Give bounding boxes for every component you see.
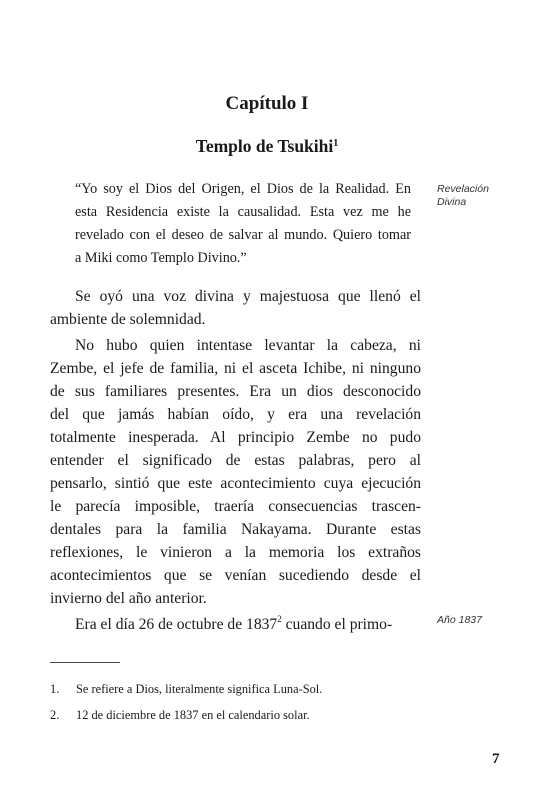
section-title [0, 133, 534, 157]
quote-line: revelado con el deseo de salvar al mundo. Quiero tomar [75, 227, 411, 243]
paragraph-1-line: Se oyó una voz divina y majestuosa que llenó el [75, 288, 421, 305]
footnote-ref-2: 2 [277, 614, 282, 624]
margin-note-year: Año 1837 [437, 614, 482, 626]
paragraph-2-line: invierno del año anterior. [50, 590, 207, 607]
page-number: 7 [492, 751, 500, 767]
quote-line: esta Residencia existe la causalidad. Esta vez me he [75, 204, 411, 220]
paragraph-3-line [75, 609, 421, 635]
paragraph-3-text: cuando el primo- [281, 616, 393, 633]
paragraph-2-line: reflexiones, le vinieron a la memoria los extraños [50, 544, 421, 561]
margin-note-line: Revelación [437, 183, 489, 195]
paragraph-2-line: Zembe, el jefe de familia, ni el asceta Ichibe, ni ninguno [50, 360, 421, 377]
footnote-text: 12 de diciembre de 1837 en el calendario solar. [76, 708, 310, 722]
footnote-2 [50, 707, 310, 723]
quote-line: “Yo soy el Dios del Origen, el Dios de la Realidad. En [75, 181, 411, 197]
paragraph-2-line: totalmente inesperada. Al principio Zembe no pudo [50, 429, 421, 446]
footnote-text: Se refiere a Dios, literalmente significa Luna-Sol. [76, 682, 323, 696]
margin-note-revelation [437, 183, 489, 209]
footnote-divider [50, 662, 120, 663]
paragraph-2-line: dentales para la familia Nakayama. Durante estas [50, 521, 421, 538]
paragraph-2-line: entender el significado de estas palabras, pero al [50, 452, 421, 469]
paragraph-1-line: ambiente de solemnidad. [50, 311, 206, 328]
paragraph-2-line: le parecía imposible, traería consecuencias trascen- [50, 498, 421, 515]
paragraph-2-line: No hubo quien intentase levantar la cabeza, ni [75, 337, 421, 354]
paragraph-3-text: Era el día 26 de octubre de 1837 [75, 616, 278, 633]
footnote-number: 2. [50, 708, 60, 722]
margin-note-line: Divina [437, 196, 467, 208]
paragraph-2-line: pensarlo, sintió que este acontecimiento cuya ejecución [50, 475, 421, 492]
footnote-number: 1. [50, 682, 60, 696]
paragraph-2-line: del que jamás habían oído, y era una revelación [50, 406, 421, 423]
footnote-ref-1: 1 [333, 138, 339, 149]
quote-line: a Miki como Templo Divino.” [75, 250, 247, 266]
footnote-1 [50, 681, 322, 697]
section-title-text: Templo de Tsukihi [195, 136, 334, 156]
paragraph-2-line: acontecimientos que se venían sucediendo desde el [50, 567, 421, 584]
chapter-title: Capítulo I [225, 93, 309, 114]
paragraph-2-line: de sus familiares presentes. Era un dios desconocido [50, 383, 421, 400]
